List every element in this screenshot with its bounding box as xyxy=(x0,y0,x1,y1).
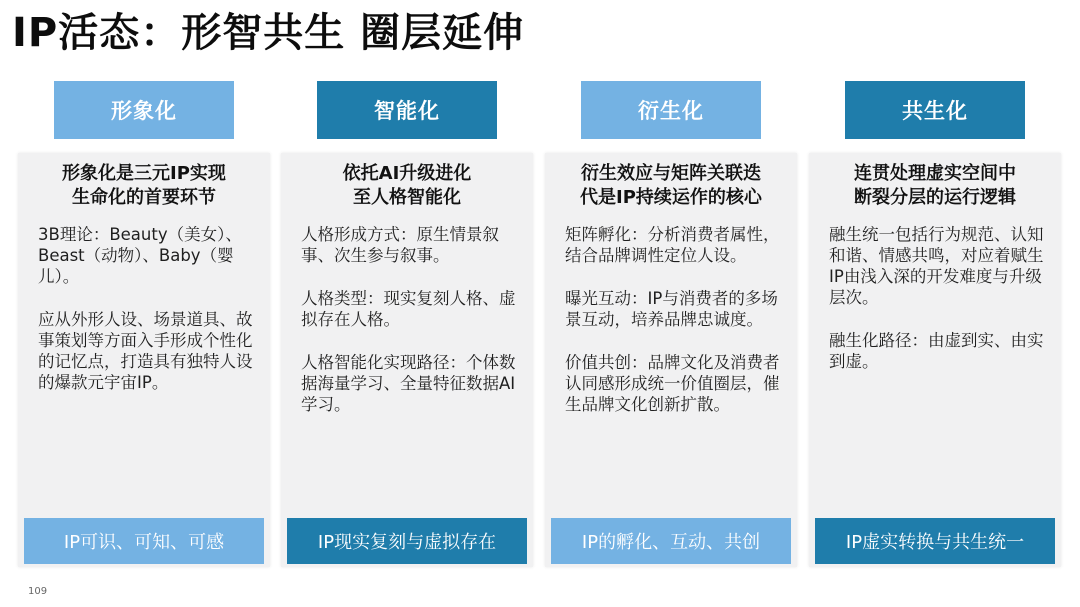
card-paragraph: 融生化路径：由虚到实、由实到虚。 xyxy=(829,331,1044,371)
content-card xyxy=(809,153,1061,567)
card-heading-line: 断裂分层的运行逻辑 xyxy=(854,187,1016,208)
category-label: 共生化 xyxy=(845,81,1025,139)
page-number: 109 xyxy=(28,586,48,597)
card-paragraph: 人格类型：现实复刻人格、虚拟存在人格。 xyxy=(301,289,516,329)
card-paragraph: 人格形成方式：原生情景叙事、次生参与叙事。 xyxy=(301,225,499,265)
summary-bar: IP虚实转换与共生统一 xyxy=(815,518,1055,564)
summary-bar: IP可识、可知、可感 xyxy=(24,518,264,564)
card-body xyxy=(565,224,783,415)
column-gongshenghua xyxy=(809,0,1061,607)
column-xingxianghua xyxy=(18,0,270,607)
card-heading xyxy=(819,162,1051,210)
content-card xyxy=(281,153,533,567)
card-heading-line: 至人格智能化 xyxy=(353,187,461,208)
card-heading-line: 衍生效应与矩阵关联迭 xyxy=(581,163,761,184)
card-heading-line: 生命化的首要环节 xyxy=(72,187,216,208)
card-paragraph: 价值共创：品牌文化及消费者认同感形成统一价值圈层，催生品牌文化创新扩散。 xyxy=(565,353,780,414)
card-paragraph: 融生统一包括行为规范、认知和谐、情感共鸣，对应着赋生IP由浅入深的开发难度与升级层次。 xyxy=(829,225,1044,307)
card-heading xyxy=(555,162,787,210)
card-body xyxy=(829,224,1047,372)
card-paragraph: 曝光互动：IP与消费者的多场景互动，培养品牌忠诚度。 xyxy=(565,289,778,329)
card-heading-line: 连贯处理虚实空间中 xyxy=(854,163,1016,184)
card-paragraph: 矩阵孵化：分析消费者属性，结合品牌调性定位人设。 xyxy=(565,225,780,265)
card-heading xyxy=(28,162,260,210)
summary-bar: IP现实复刻与虚拟存在 xyxy=(287,518,527,564)
column-yanshenghua xyxy=(545,0,797,607)
page-title: IP活态：形智共生 圈层延伸 xyxy=(12,10,525,56)
card-paragraph: 应从外形人设、场景道具、故事策划等方面入手形成个性化的记忆点，打造具有独特人设的爆款元宇宙IP。 xyxy=(38,310,253,392)
category-label: 衍生化 xyxy=(581,81,761,139)
card-heading-line: 代是IP持续运作的核心 xyxy=(580,187,762,208)
category-label: 智能化 xyxy=(317,81,497,139)
card-heading-line: 依托AI升级进化 xyxy=(342,163,472,184)
card-paragraph: 人格智能化实现路径：个体数据海量学习、全量特征数据AI学习。 xyxy=(301,353,516,414)
card-body xyxy=(301,224,519,415)
summary-bar: IP的孵化、互动、共创 xyxy=(551,518,791,564)
card-heading xyxy=(291,162,523,210)
card-heading-line: 形象化是三元IP实现 xyxy=(62,163,226,184)
content-card xyxy=(18,153,270,567)
category-label: 形象化 xyxy=(54,81,234,139)
card-body xyxy=(38,224,256,393)
card-paragraph: 3B理论：Beauty（美女）、Beast（动物）、Baby（婴儿）。 xyxy=(38,225,242,286)
column-zhinenghua xyxy=(281,0,533,607)
content-card xyxy=(545,153,797,567)
